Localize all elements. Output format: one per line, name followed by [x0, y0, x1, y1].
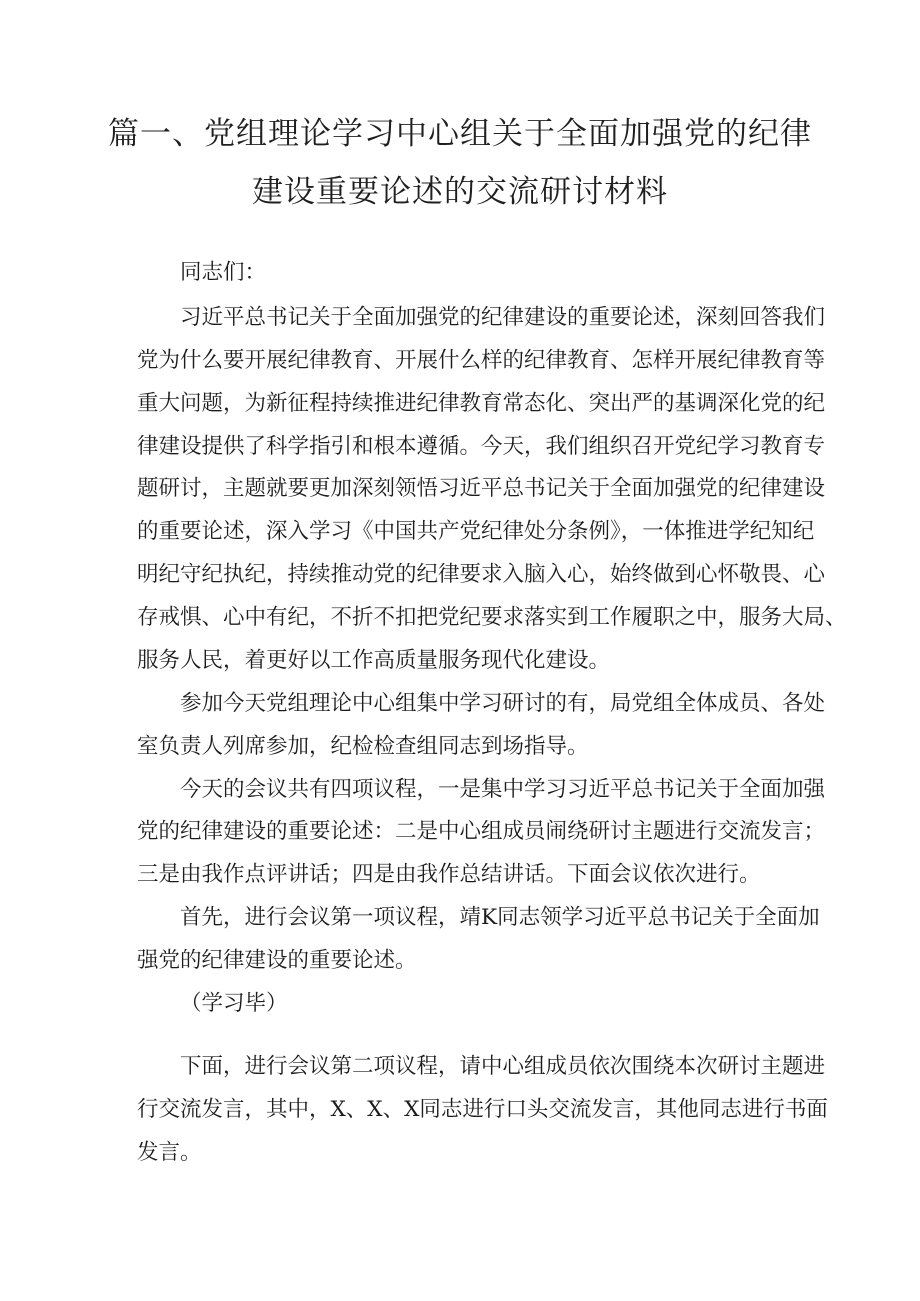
paragraph-line: 发言。	[137, 1140, 202, 1165]
salutation: 同志们：	[180, 260, 267, 285]
paragraph-line: 行交流发言，其中，X、X、X同志进行口头交流发言，其他同志进行书面	[137, 1097, 828, 1122]
paragraph-line: 党的纪律建设的重要论述：二是中心组成员闹绕研讨主题进行交流发言；	[137, 819, 826, 844]
paragraph-line: 题研讨，主题就要更加深刻领悟习近平总书记关于全面加强党的纪律建设	[137, 476, 826, 501]
paragraph-line: 服务人民，着更好以工作高质量服务现代化建设。	[137, 648, 611, 673]
paragraph-line: 首先，进行会议第一项议程，靖K同志领学习近平总书记关于全面加	[180, 905, 820, 930]
paragraph-line: 重大问题，为新征程持续推进纪律教育常态化、突出严的基调深化党的纪	[137, 391, 826, 416]
paragraph-line: 党为什么要开展纪律教育、开展什么样的纪律教育、怎样开展纪律教育等	[137, 348, 826, 373]
paragraph-line: 今天的会议共有四项议程，一是集中学习习近平总书记关于全面加强	[180, 777, 826, 802]
paragraph-line: 室负责人列席参加，纪检检查组同志到场指导。	[137, 734, 589, 759]
paragraph-line: 明纪守纪执纪，持续推动党的纪律要求入脑入心，始终做到心怀敬畏、心	[137, 562, 826, 587]
paragraph-line: 律建设提供了科学指引和根本遵循。今天，我们组织召开党纪学习教育专	[137, 434, 826, 459]
document-title-line-1: 篇一、党组理论学习中心组关于全面加强党的纪律	[108, 116, 812, 152]
study-note: （学习毕）	[180, 991, 288, 1016]
paragraph-line: 习近平总书记关于全面加强党的纪律建设的重要论述，深刻回答我们	[180, 305, 826, 330]
paragraph-line: 强党的纪律建设的重要论述。	[137, 948, 417, 973]
paragraph-line: 存戒惧、心中有纪，不折不扣把党纪要求落实到工作履职之中，服务大局、	[137, 605, 847, 630]
paragraph-line: 参加今天党组理论中心组集中学习研讨的有，局党组全体成员、各处	[180, 691, 826, 716]
paragraph-line: 下面，进行会议第二项议程，请中心组成员依次围绕本次研讨主题进	[180, 1054, 826, 1079]
document-title-line-2: 建设重要论述的交流研讨材料	[252, 174, 668, 210]
paragraph-line: 的重要论述，深入学习《中国共产党纪律处分条例》，一体推进学纪知纪	[137, 519, 815, 544]
paragraph-line: 三是由我作点评讲话；四是由我作总结讲话。下面会议依次进行。	[137, 862, 761, 887]
